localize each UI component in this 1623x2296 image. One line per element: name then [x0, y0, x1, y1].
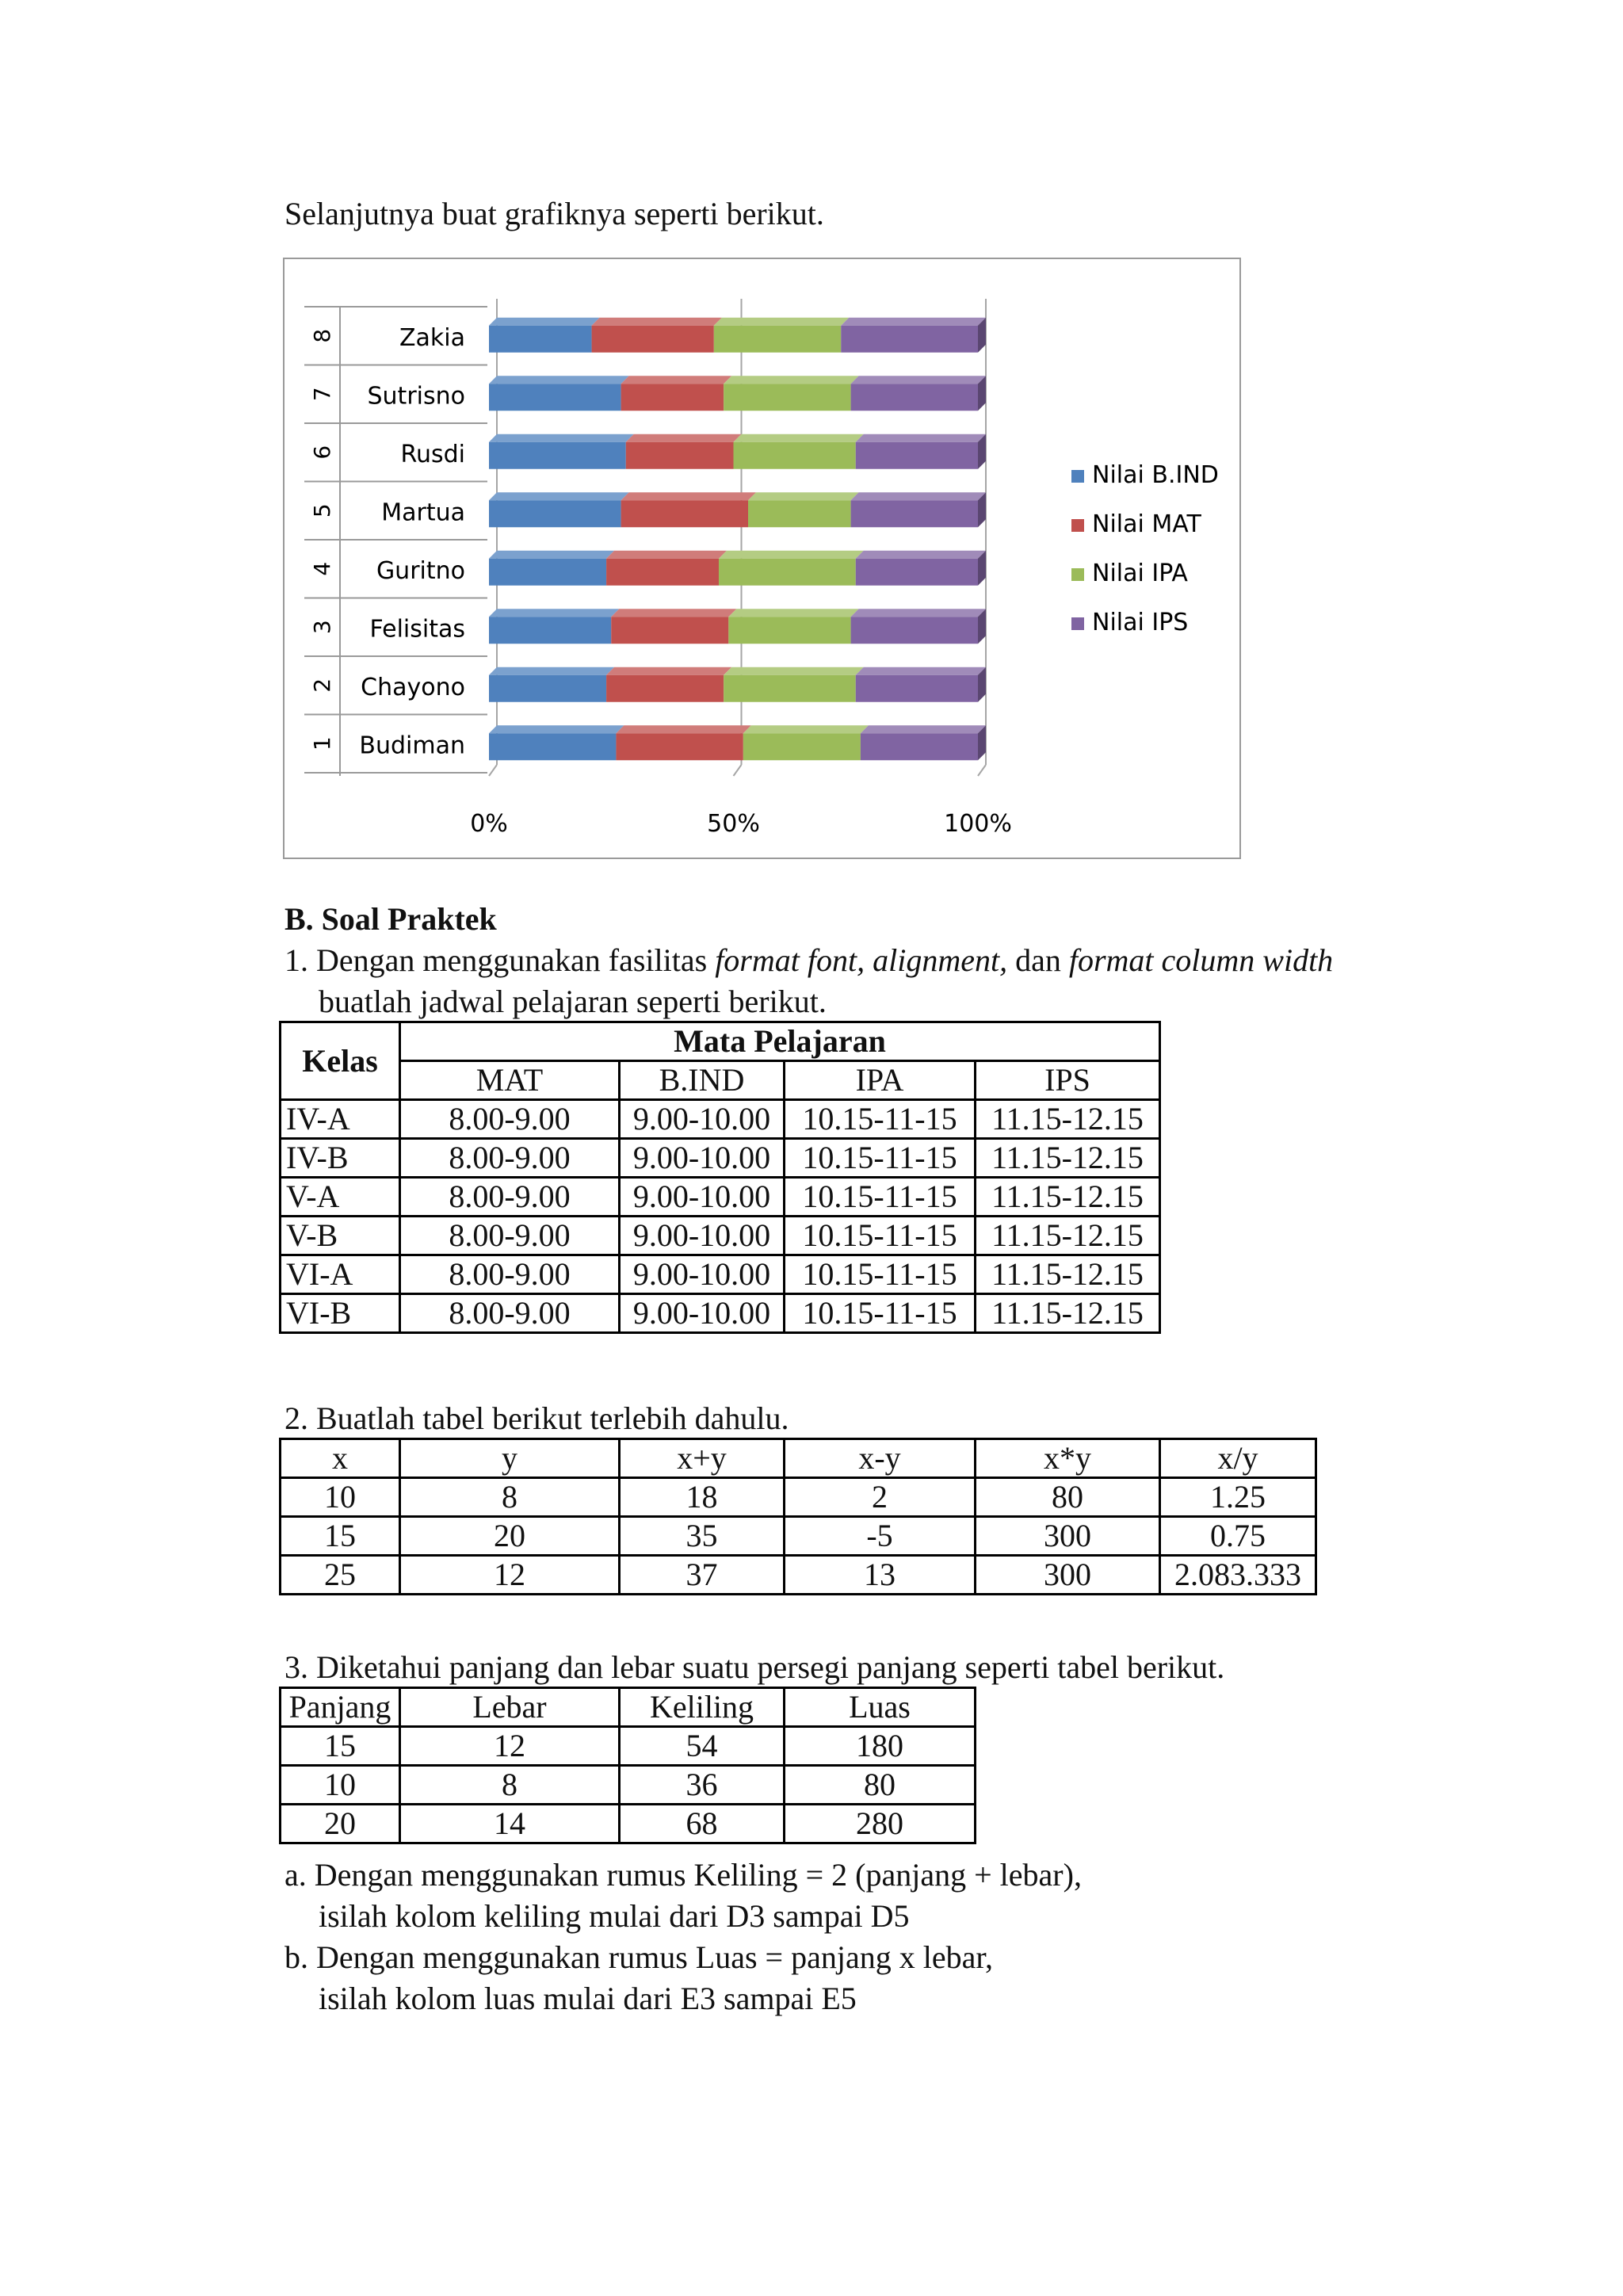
q3-item-a: a. Dengan menggunakan rumus Keliling = 2 (panjang + lebar), — [285, 1857, 1082, 1893]
legend-swatch — [1071, 617, 1084, 630]
bar-segment-top — [489, 551, 614, 559]
table-cell: 10.15-11-15 — [785, 1178, 976, 1217]
table-cell: 35 — [620, 1517, 785, 1556]
bar-segment — [841, 326, 978, 353]
bar-segment — [621, 500, 748, 527]
table-cell: 280 — [785, 1805, 976, 1843]
gridline-floor — [489, 765, 497, 776]
bar-segment — [621, 384, 724, 411]
bar-segment-top — [748, 492, 859, 500]
header-cell: x — [281, 1439, 400, 1478]
header-cell: Lebar — [400, 1688, 620, 1727]
category-label: Zakia — [399, 323, 465, 352]
bar-segment — [856, 675, 978, 702]
bar-segment-top — [626, 434, 742, 442]
q2-text: 2. Buatlah tabel berikut terlebih dahulu. — [285, 1400, 789, 1436]
q3-item-a-line-2: isilah kolom keliling mulai dari D3 sampai D5 — [319, 1898, 910, 1934]
category-number: 6 — [309, 445, 335, 460]
table-cell: 9.00-10.00 — [620, 1139, 785, 1178]
table-cell: 8.00-9.00 — [400, 1294, 620, 1333]
bar-segment-top — [616, 725, 750, 733]
schedule-header-row — [281, 1022, 1160, 1061]
rectangle-table — [279, 1687, 976, 1844]
legend-label: Nilai IPA — [1092, 560, 1188, 587]
table-cell: 1.25 — [1160, 1478, 1316, 1517]
table-row — [281, 1294, 1160, 1333]
table-cell: 11.15-12.15 — [976, 1255, 1160, 1294]
bar-segment-top — [489, 318, 600, 326]
category-label: Rusdi — [400, 440, 465, 468]
kelas-cell: V-B — [281, 1217, 400, 1255]
table-cell: 68 — [620, 1805, 785, 1843]
table-cell: 9.00-10.00 — [620, 1255, 785, 1294]
bar-segment-top — [606, 551, 727, 559]
table-cell: 0.75 — [1160, 1517, 1316, 1556]
header-cell: y — [400, 1439, 620, 1478]
bar-segment-top — [861, 725, 986, 733]
bar-segment-top — [724, 376, 858, 384]
kelas-cell: IV-B — [281, 1139, 400, 1178]
bar-segment — [861, 733, 978, 760]
category-label: Guritno — [376, 556, 465, 585]
x-tick-label: 50% — [707, 810, 760, 838]
table-row — [281, 1556, 1316, 1595]
bar-segment-top — [743, 725, 869, 733]
table-cell: 8 — [400, 1766, 620, 1805]
category-number: 5 — [309, 503, 335, 518]
table-cell: 11.15-12.15 — [976, 1178, 1160, 1217]
table-cell: 9.00-10.00 — [620, 1100, 785, 1139]
bar-segment-top — [611, 609, 736, 617]
kelas-cell: IV-A — [281, 1100, 400, 1139]
table-cell: 8.00-9.00 — [400, 1100, 620, 1139]
table-cell: 8.00-9.00 — [400, 1178, 620, 1217]
bar-segment-top — [841, 318, 986, 326]
bar-segment — [851, 500, 978, 527]
table-cell: 10.15-11-15 — [785, 1100, 976, 1139]
legend-swatch — [1071, 568, 1084, 581]
header-cell: Luas — [785, 1688, 976, 1727]
table-cell: 15 — [281, 1517, 400, 1556]
category-number: 1 — [309, 736, 335, 751]
bar-segment — [719, 559, 856, 586]
section-title: B. Soal Praktek — [285, 901, 497, 937]
bar-segment-top — [489, 609, 619, 617]
table-cell: 11.15-12.15 — [976, 1139, 1160, 1178]
q1-italic-1: format font, alignment, — [715, 942, 1008, 978]
bar-segment — [728, 617, 850, 644]
bar-segment-top — [621, 492, 756, 500]
table-row — [281, 1517, 1316, 1556]
category-number: 4 — [309, 561, 335, 576]
table-cell: 180 — [785, 1727, 976, 1766]
table-cell: 9.00-10.00 — [620, 1178, 785, 1217]
table-row — [281, 1805, 976, 1843]
bar-segment-top — [489, 725, 624, 733]
q1-mid: dan — [1007, 942, 1069, 978]
bar-segment — [489, 326, 592, 353]
kelas-cell: VI-A — [281, 1255, 400, 1294]
table-row — [281, 1478, 1316, 1517]
subject-header-row — [281, 1061, 1160, 1100]
bar-segment — [856, 559, 978, 586]
bar-segment — [592, 326, 714, 353]
table-cell: 14 — [400, 1805, 620, 1843]
table-row — [281, 1217, 1160, 1255]
table-row — [281, 1100, 1160, 1139]
bar-segment-top — [856, 434, 986, 442]
bar-segment-top — [719, 551, 864, 559]
bar-segment — [489, 442, 626, 469]
category-number: 3 — [309, 620, 335, 635]
category-number: 8 — [309, 328, 335, 343]
category-number: 7 — [309, 387, 335, 402]
table-cell: 20 — [400, 1517, 620, 1556]
bar-segment — [606, 675, 724, 702]
bar-segment-top — [714, 318, 849, 326]
legend-label: Nilai IPS — [1092, 609, 1189, 636]
bar-segment-top — [851, 492, 986, 500]
x-tick-label: 0% — [470, 810, 508, 838]
bar-segment — [743, 733, 861, 760]
category-label: Budiman — [359, 732, 465, 760]
table-cell: 10 — [281, 1478, 400, 1517]
schedule-table — [279, 1021, 1161, 1334]
xy-table — [279, 1438, 1317, 1595]
stacked-bar-chart — [283, 258, 1241, 859]
bar-segment — [734, 442, 856, 469]
category-label: Chayono — [361, 673, 465, 701]
bar-segment-top — [724, 667, 864, 675]
bar-segment-top — [606, 667, 731, 675]
bar-segment-top — [489, 434, 634, 442]
bar-segment — [748, 500, 851, 527]
bar-segment-top — [734, 434, 864, 442]
table-cell: 10.15-11-15 — [785, 1139, 976, 1178]
table-cell: 300 — [976, 1517, 1160, 1556]
table-cell: 8 — [400, 1478, 620, 1517]
table-cell: 11.15-12.15 — [976, 1217, 1160, 1255]
bar-segment-top — [489, 667, 614, 675]
table-cell: 10.15-11-15 — [785, 1255, 976, 1294]
table-cell: 25 — [281, 1556, 400, 1595]
x-tick-label: 100% — [944, 810, 1012, 838]
table-cell: -5 — [785, 1517, 976, 1556]
bar-segment — [724, 384, 850, 411]
bar-segment-top — [851, 376, 986, 384]
table-row — [281, 1727, 976, 1766]
category-label: Martua — [381, 499, 465, 527]
table-cell: 11.15-12.15 — [976, 1294, 1160, 1333]
legend-label: Nilai B.IND — [1092, 461, 1219, 489]
table-cell: 10 — [281, 1766, 400, 1805]
xy-header-row — [281, 1439, 1316, 1478]
header-cell: x+y — [620, 1439, 785, 1478]
bar-segment-top — [592, 318, 722, 326]
table-cell: 13 — [785, 1556, 976, 1595]
bar-segment-top — [728, 609, 858, 617]
header-cell: Panjang — [281, 1688, 400, 1727]
bar-segment-top — [856, 667, 986, 675]
bar-segment-top — [621, 376, 732, 384]
gridline-floor — [734, 765, 742, 776]
bar-segment — [714, 326, 841, 353]
kelas-cell: VI-B — [281, 1294, 400, 1333]
mata-pelajaran-header: Mata Pelajaran — [400, 1022, 1160, 1061]
chart-canvas — [285, 259, 1239, 858]
subject-header: IPA — [785, 1061, 976, 1100]
table-row — [281, 1139, 1160, 1178]
legend-label: Nilai MAT — [1092, 510, 1201, 538]
subject-header: IPS — [976, 1061, 1160, 1100]
table-cell: 15 — [281, 1727, 400, 1766]
table-cell: 54 — [620, 1727, 785, 1766]
table-row — [281, 1178, 1160, 1217]
header-cell: Keliling — [620, 1688, 785, 1727]
category-number: 2 — [309, 678, 335, 693]
table-cell: 20 — [281, 1805, 400, 1843]
intro-text: Selanjutnya buat grafiknya seperti berikut. — [285, 196, 824, 231]
legend-swatch — [1071, 470, 1084, 483]
table-cell: 300 — [976, 1556, 1160, 1595]
table-cell: 11.15-12.15 — [976, 1100, 1160, 1139]
gridline-floor — [978, 765, 986, 776]
table-cell: 10.15-11-15 — [785, 1217, 976, 1255]
table-cell: 8.00-9.00 — [400, 1139, 620, 1178]
table-cell: 12 — [400, 1556, 620, 1595]
table-row — [281, 1766, 976, 1805]
subject-header: MAT — [400, 1061, 620, 1100]
bar-segment — [489, 384, 621, 411]
q1-text — [285, 940, 1333, 981]
bar-segment — [724, 675, 856, 702]
subject-header: B.IND — [620, 1061, 785, 1100]
table-cell: 10.15-11-15 — [785, 1294, 976, 1333]
table-row — [281, 1255, 1160, 1294]
bar-segment-top — [851, 609, 986, 617]
table-cell: 9.00-10.00 — [620, 1294, 785, 1333]
bar-segment — [489, 733, 616, 760]
bar-segment — [851, 384, 978, 411]
kelas-header: Kelas — [281, 1022, 400, 1100]
bar-segment — [851, 617, 978, 644]
table-cell: 9.00-10.00 — [620, 1217, 785, 1255]
q1-prefix: 1. Dengan menggunakan fasilitas — [285, 942, 716, 978]
q3-item-b-line-2: isilah kolom luas mulai dari E3 sampai E5 — [319, 1981, 857, 2016]
bar-segment-top — [856, 551, 986, 559]
bar-segment — [489, 559, 606, 586]
header-cell: x-y — [785, 1439, 976, 1478]
q3-text: 3. Diketahui panjang dan lebar suatu persegi panjang seperti tabel berikut. — [285, 1649, 1225, 1685]
header-cell: x*y — [976, 1439, 1160, 1478]
header-cell: x/y — [1160, 1439, 1316, 1478]
bar-segment-top — [489, 492, 629, 500]
bar-segment — [616, 733, 743, 760]
table-cell: 8.00-9.00 — [400, 1217, 620, 1255]
table-cell: 36 — [620, 1766, 785, 1805]
q1-line-2: buatlah jadwal pelajaran seperti berikut. — [319, 984, 827, 1019]
bar-segment — [856, 442, 978, 469]
table-cell: 80 — [785, 1766, 976, 1805]
category-label: Felisitas — [369, 615, 465, 644]
kelas-cell: V-A — [281, 1178, 400, 1217]
table-cell: 37 — [620, 1556, 785, 1595]
table-cell: 8.00-9.00 — [400, 1255, 620, 1294]
bar-segment — [606, 559, 719, 586]
table-cell: 80 — [976, 1478, 1160, 1517]
q1-italic-2: format column width — [1068, 942, 1334, 978]
rect-header-row — [281, 1688, 976, 1727]
table-cell: 18 — [620, 1478, 785, 1517]
bar-segment — [611, 617, 728, 644]
legend-swatch — [1071, 519, 1084, 532]
bar-segment — [489, 675, 606, 702]
bar-segment-top — [489, 376, 629, 384]
bar-segment — [626, 442, 734, 469]
table-cell: 2.083.333 — [1160, 1556, 1316, 1595]
q3-item-b: b. Dengan menggunakan rumus Luas = panjang x lebar, — [285, 1939, 994, 1975]
table-cell: 2 — [785, 1478, 976, 1517]
table-cell: 12 — [400, 1727, 620, 1766]
bar-segment — [489, 617, 611, 644]
category-label: Sutrisno — [367, 382, 465, 411]
bar-segment — [489, 500, 621, 527]
